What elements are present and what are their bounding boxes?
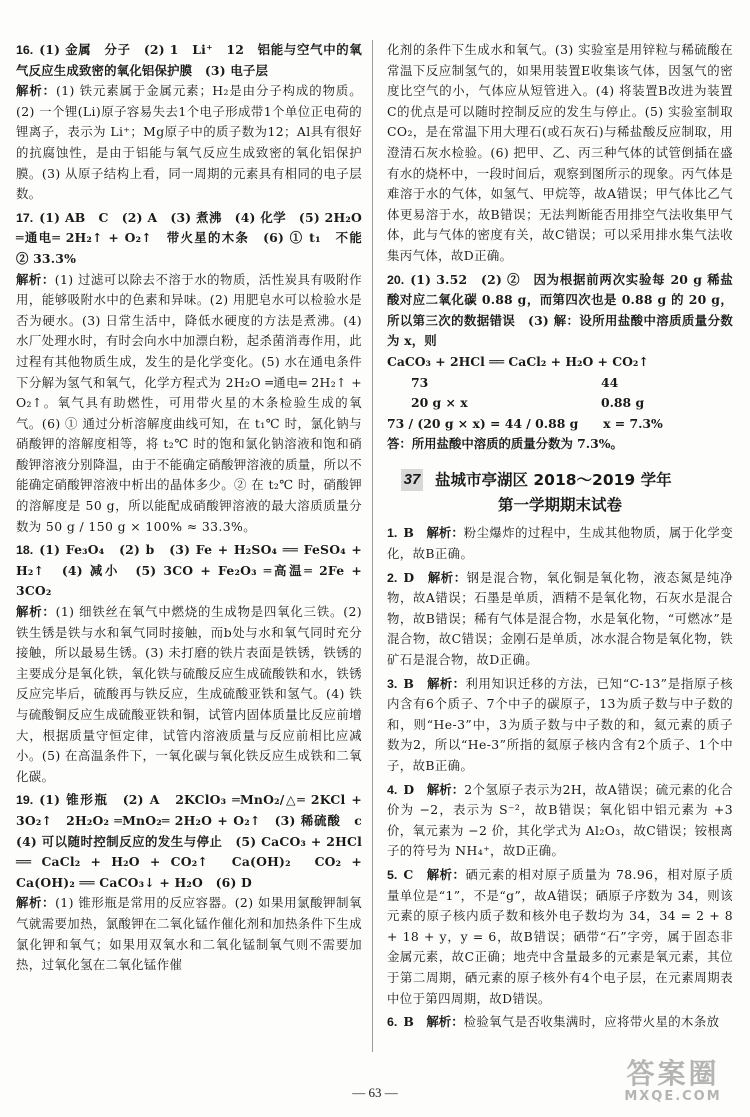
question-number: 17. [16,210,34,225]
explanation-text: (1) 细铁丝在氧气中燃烧的生成物是四氧化三铁。(2) 铁生锈是铁与水和氧气同时接触，而b处与水和氧气同时充分接触，所以最易生锈。(3) 未打磨的铁片表面是铁锈，铁锈的主要成分是氧化铁，氧化铁与硫酸反应生成硫酸铁和水，铁锈反应完毕后，硫酸再与铁反应，生成硫酸亚铁和氢气。(4) 铁与硫酸铜反应生成硫酸亚铁和铜，试管内固体质量比反应前增大，根据质量守恒定律，试管内溶液质量与反应前相比应减小。(5) 在高温条件下，一氧化碳与氧化铁反应生成铁和二氧化碳。 [16,604,363,784]
explanation-text: (1) 铁元素属于金属元素；H₂是由分子构成的物质。(2) 一个锂(Li)原子容易失去1个电子形成带1个单位正电荷的锂离子，表示为 Li⁺；Mg原子中的质子数为12；Al具有很好的抗腐蚀性，是由于铝能与氧气反应生成致密的氧化铝保护膜。(3) 从原子结构上看，同一周期的元素具有相同的电子层数。 [16,83,363,202]
question-number: 1. [387,526,398,541]
answer-letter: B [403,675,415,691]
answer-text: (1) AB C (2) A (3) 煮沸 (4) 化学 (5) 2H₂O ═通电═ 2H₂↑ + O₂↑ 带火星的木条 (6) ① t₁ 不能 ② 33.3% [16,209,375,266]
answer-entry-17 [16,208,375,538]
explanation-label: 解析： [16,895,56,911]
calc-cell: 44 [601,374,619,390]
answer-letter: D [403,781,415,797]
answer-entry-3 [387,674,733,777]
page-number: — 63 — [352,1085,398,1100]
explanation-text: 粉尘爆炸的过程中，生成其他物质，属于化学变化，故B正确。 [387,525,734,562]
answer-text: (1) 锥形瓶 (2) A 2KClO₃ ═MnO₂/△═ 2KCl + 3O₂↑ 2H₂O₂ ═MnO₂═ 2H₂O + O₂↑ (3) 稀硫酸 c (4) 可以随时控制反应的发生与停止 (5) CaCO₃ + 2HCl ══ CaCl₂ + H₂O + CO₂↑ Ca(OH)₂ CO₂ + Ca(OH)₂ ══ CaCO₃↓ + H₂O (6) D [16,792,375,890]
answer-entry-1 [387,523,733,564]
calc-cell: 73 [411,374,429,390]
calculation-row [387,373,733,394]
answer-entry-5 [387,865,733,1009]
explanation-text: (1) 锥形瓶是常用的反应容器。(2) 如果用氯酸钾制氧气就需要加热，氯酸钾在二氧化锰作催化剂和加热条件下生成氯化钾和氧气；如果用双氧水和二氧化锰制氧气则不需要加热，过氧化氢在二氧化锰作催 [16,895,362,973]
answer-entry-19 [16,790,375,975]
answer-entry-19-continued [387,40,733,267]
answer-letter: B [403,1014,415,1030]
section-subtitle: 第一学期期末试卷 [497,495,622,514]
explanation-label: 解析： [426,525,464,541]
explanation-label: 解析： [426,866,466,882]
answer-letter: B [403,525,415,541]
answer-letter: D [403,569,415,585]
answer-text: (1) 金属 分子 (2) 1 Li⁺ 12 铝能与空气中的氧气反应生成致密的氧化铝保护膜 (3) 电子层 [16,42,362,78]
explanation-text: 硒元素的相对原子质量为 78.96，相对原子质量单位是“1”，不是“g”，故A错误；硒原子序数为 34，则该元素的原子核内质子数和核外电子数均为 34，34 = 2 + 8 + 18 + y，y = 6，故B错误；硒带“石”字旁，属于固态非金属元素，故C正确；地壳中含量最多的元素是氧元素，其位于第二周期，硒元素的原子核外有4个电子层，在元素周期表中位于第四周期，故D错误。 [387,866,733,1006]
answer-entry-2 [387,568,733,671]
answer-entry-4 [387,780,733,862]
explanation-text: 检验氧气是否收集满时，应将带火星的木条放 [463,1014,720,1030]
calc-cell: 20 g × x [411,395,468,411]
question-number: 3. [387,676,398,691]
question-number: 6. [387,1015,398,1030]
calculation-row [387,393,733,414]
ratio-equation: 73 / (20 g × x) = 44 / 0.88 g x = 7.3% [387,415,663,431]
answer-entry-18 [16,540,362,787]
calc-cell: 0.88 g [601,395,645,411]
explanation-text: 2个氢原子表示为2H，故A错误；硫元素的化合价为 −2，表示为 S⁻²，故B错误；氧化铝中铝元素为 +3 价，氧元素为 −2 价，其化学式为 Al₂O₃，故C错误；铵根离子的符号为 NH₄⁺，故D正确。 [387,781,734,859]
question-number: 4. [387,782,398,797]
question-number: 2. [387,570,398,585]
question-number: 5. [387,867,398,882]
question-number: 18. [16,543,34,558]
explanation-label: 解析： [426,781,465,797]
left-column [16,40,375,979]
answer-entry-16 [16,40,362,205]
explanation-label: 解析： [426,1014,464,1030]
chemical-equation: CaCO₃ + 2HCl ══ CaCl₂ + H₂O + CO₂↑ [387,353,649,369]
column-divider [372,40,373,1052]
explanation-label: 解析： [16,83,56,99]
calculation-block [387,352,733,455]
explanation-label: 解析： [427,675,466,691]
explanation-label: 解析： [427,569,467,585]
explanation-text: 化剂的条件下生成水和氧气。(3) 实验室是用锌粒与稀硫酸在常温下反应制氢气的，如果用装置E收集该气体，因氢气的密度比空气的小，气体应从短管进入。(4) 将装置B改进为装置C的优点是可以随时控制反应的发生与停止。(5) 实验室制取CO₂，是在常温下用大理石(或石灰石)与稀盐酸反应制取，用澄清石灰水检验。(6) 把甲、乙、丙三种气体的试管倒插在盛有水的烧杯中，一段时间后，观察到图所示的现象。丙气体是难溶于水的气体，如氢气、甲烷等，故A错误；甲气体比乙气体更易溶于水，故B错误；无法判断能否用排空气法收集甲气体，此与气体的密度有关，故C错误；可以采用排水集气法收集丙气体，故D正确。 [387,42,733,263]
section-title: 盐城市亭湖区 2018～2019 学年 [435,470,672,489]
answer-text: (1) Fe₃O₄ (2) b (3) Fe + H₂SO₄ ══ FeSO₄ + H₂↑ (4) 减小 (5) 3CO + Fe₂O₃ ═高温═ 2Fe + 3CO₂ [16,542,362,599]
explanation-text: 利用知识迁移的方法，已知“C-13”是指原子核内含有6个质子、7个中子的碳原子，13为质子数与中子数的和，则“He-3”中，3为质子数与中子数的和，氦元素的质子数为2，所以“He-3”所指的氦原子核内含有2个质子、1个中子，故B正确。 [387,675,734,773]
answer-text: (1) 3.52 (2) ② 因为根据前两次实验每 20 g 稀盐酸对应二氧化碳 0.88 g，而第四次也是 0.88 g 的 20 g，所以第三次的数据错误 (3) 解：设所用盐酸中溶质质量分数为 x，则 [387,271,733,349]
explanation-text: (1) 过滤可以除去不溶于水的物质，活性炭具有吸附作用，能够吸附水中的色素和异味。(2) 用肥皂水可以检验水是否为硬水。(3) 日常生活中，降低水硬度的方法是煮沸。(4) 水厂处理水时，有时会向水中加漂白粉，起杀菌消毒作用，此过程有其他物质生成，发生的是化学变化。(5) 水在通电条件下分解为氢气和氧气，化学方程式为 2H₂O ═通电═ 2H₂↑ + O₂↑。氧气具有助燃性，可用带火星的木条检验生成的氧气。(6) ① 通过分析溶解度曲线可知，在 t₁℃ 时，氯化钠与硝酸钾的溶解度相等，将 t₂℃ 时的饱和氯化钠溶液和饱和硝酸钾溶液分别降温，由于不能确定硝酸钾溶液的质量，所以不能确定硝酸钾溶液中析出的晶体多少。② 在 t₂℃ 时，硝酸钾的溶解度是 50 g，所以能配成硝酸钾溶液的最大溶质质量分数为 50 g / 150 g × 100% ≈ 33.3%。 [16,271,362,534]
question-number: 19. [16,793,34,808]
exam-section-header [387,469,733,491]
question-number: 16. [16,43,34,57]
explanation-text: 钢是混合物，氧化铜是氧化物，液态氮是纯净物，故A错误；石墨是单质，酒精不是氧化物，石灰水是混合物，故B错误；稀有气体是混合物，水是氧化物，“可燃冰”是混合物，故C错误；金刚石是单质，冰水混合物是氧化物，铁矿石是混合物，故D正确。 [387,569,734,668]
explanation-label: 解析： [16,271,55,287]
answer-letter: C [403,866,414,882]
explanation-label: 解析： [16,604,56,620]
watermark-logo [608,1059,738,1107]
answer-entry-20 [387,270,733,455]
watermark-text-bottom: MXQE.COM [624,1089,722,1104]
answer-entry-6 [387,1012,733,1033]
watermark-text-top: 答案圈 [626,1057,720,1090]
right-column [387,40,733,1036]
question-number: 20. [387,272,405,287]
section-number-badge: 37 [401,469,423,491]
conclusion-text: 答：所用盐酸中溶质的质量分数为 7.3%。 [387,436,623,452]
